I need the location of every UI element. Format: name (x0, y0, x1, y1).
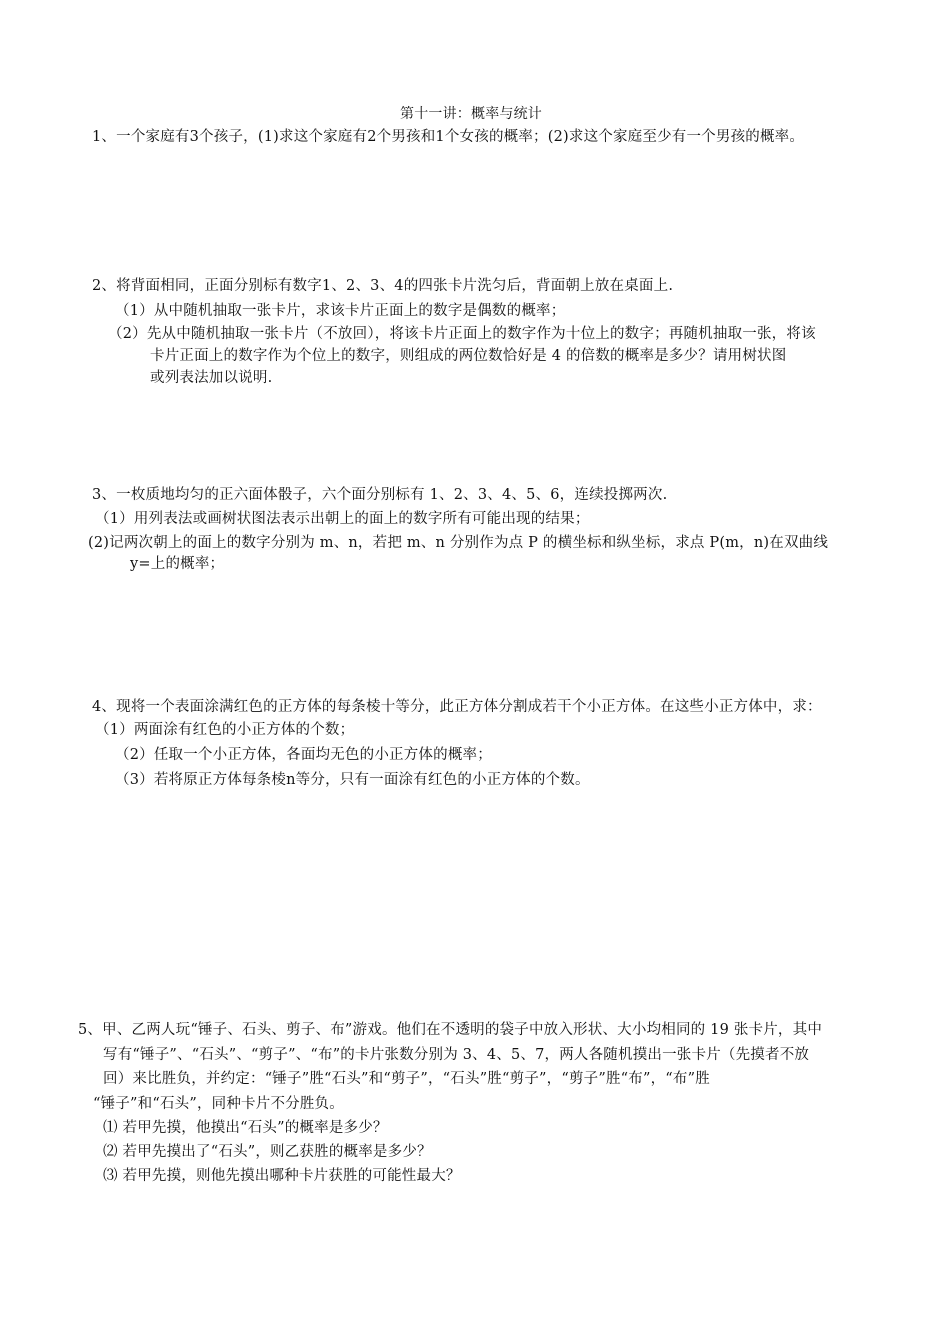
question-5-part-2: ⑵ 若甲先摸出了“石头”，则乙获胜的概率是多少？ (103, 1144, 432, 1160)
question-3-part-2-line-1: (2)记两次朝上的面上的数字分别为 m、n，若把 m、n 分别作为点 P 的横坐标和纵坐标，求点 P(m，n)在双曲线 (88, 535, 829, 551)
question-1-text: 1、一个家庭有3个孩子，(1)求这个家庭有2个男孩和1个女孩的概率；(2)求这个家庭至少有一个男孩的概率。 (92, 129, 805, 145)
question-4-text: 4、现将一个表面涂满红色的正方体的每条棱十等分，此正方体分割成若干个小正方体。在这些小正方体中，求： (92, 699, 822, 715)
question-3-part-2-line-2: y=上的概率； (130, 556, 225, 572)
question-4-part-2: （2）任取一个小正方体，各面均无色的小正方体的概率； (115, 747, 492, 763)
question-5-part-1: ⑴ 若甲先摸，他摸出“石头”的概率是多少？ (103, 1120, 388, 1136)
question-5-text-line-1: 5、甲、乙两人玩“锤子、石头、剪子、布”游戏。他们在不透明的袋子中放入形状、大小均相同的 19 张卡片，其中 (78, 1022, 823, 1038)
question-2-part-1: （1）从中随机抽取一张卡片，求该卡片正面上的数字是偶数的概率； (115, 303, 566, 319)
question-5-text-line-3: 回）来比胜负，并约定：“锤子”胜“石头”和“剪子”，“石头”胜“剪子”，“剪子”胜“布”，“布”胜 (103, 1071, 710, 1087)
question-5-part-3: ⑶ 若甲先摸，则他先摸出哪种卡片获胜的可能性最大？ (103, 1168, 461, 1184)
question-2-part-2-line-2: 卡片正面上的数字作为个位上的数字，则组成的两位数恰好是 4 的倍数的概率是多少？请用树状图 (150, 348, 787, 364)
question-2-part-2-line-3: 或列表法加以说明. (150, 370, 273, 386)
page-title: 第十一讲：概率与统计 (400, 106, 542, 122)
question-4-part-1: （1）两面涂有红色的小正方体的个数； (95, 722, 355, 738)
question-5-text-line-2: 写有“锤子”、“石头”、“剪子”、“布”的卡片张数分别为 3、4、5、7，两人各随机摸出一张卡片（先摸者不放 (103, 1047, 810, 1063)
question-3-part-1: （1）用列表法或画树状图法表示出朝上的面上的数字所有可能出现的结果； (95, 511, 590, 527)
question-4-part-3: （3）若将原正方体每条棱n等分，只有一面涂有红色的小正方体的个数。 (115, 772, 590, 788)
question-2-text: 2、将背面相同，正面分别标有数字1、2、3、4的四张卡片洗匀后，背面朝上放在桌面上. (92, 278, 674, 294)
question-3-text: 3、一枚质地均匀的正六面体骰子，六个面分别标有 1、2、3、4、5、6，连续投掷两次. (92, 487, 668, 503)
question-2-part-2-line-1: （2）先从中随机抽取一张卡片（不放回），将该卡片正面上的数字作为十位上的数字；再随机抽取一张，将该 (108, 326, 816, 342)
question-5-text-line-4: “锤子”和“石头”，同种卡片不分胜负。 (93, 1096, 344, 1112)
